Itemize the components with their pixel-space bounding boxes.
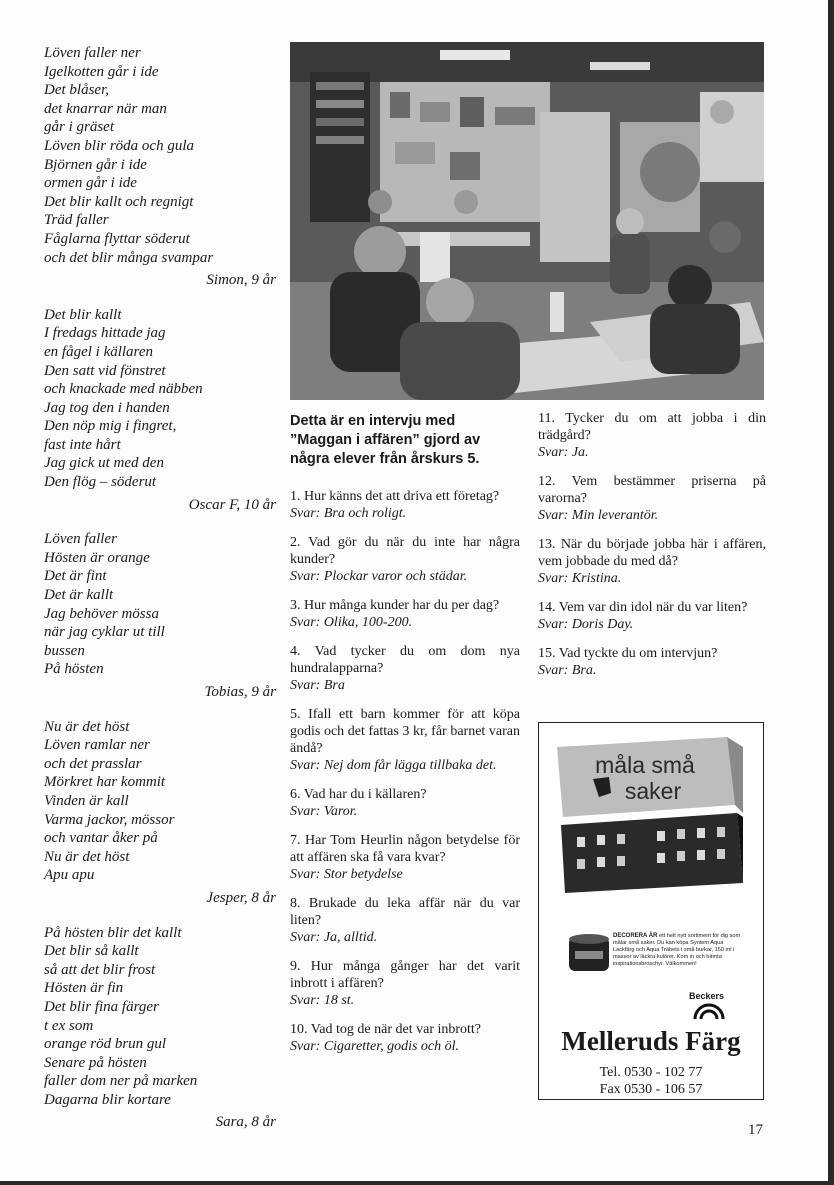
poem-line: Löven ramlar ner (44, 737, 150, 754)
interview-item (290, 534, 520, 585)
interview-answer: Svar: Min leverantör. (538, 508, 659, 523)
interview-answer: Svar: Varor. (290, 804, 358, 819)
decor-heading: DECORERA ÄR (613, 933, 658, 939)
poem-line: Jag gick ut med den (44, 455, 164, 472)
poem-line: Det blir kallt (44, 306, 122, 323)
interview-question: 5. Ifall ett barn kommer för att köpa godis och det fattas 3 kr, får barnet varan ändå? (290, 707, 520, 756)
shop-name: Melleruds Färg (561, 1026, 741, 1056)
poem-line: Varma jackor, mössor (44, 811, 175, 828)
poem-line: Mörkret har kommit (44, 774, 166, 791)
poem-line: På hösten (44, 661, 104, 678)
interview-answer: Svar: Nej dom får lägga tillbaka det. (290, 758, 497, 773)
poem-line: faller dom ner på marken (44, 1073, 198, 1090)
poem-line: På hösten blir det kallt (44, 924, 182, 941)
interview-question: 2. Vad gör du när du inte har några kunder? (290, 535, 520, 567)
poem-author: Sara, 8 år (215, 1114, 276, 1131)
poem-line: Det blåser, (44, 82, 109, 99)
interview-answer: Svar: Stor betydelse (290, 867, 403, 882)
interview-column-left (290, 488, 520, 1067)
interview-question: 7. Har Tom Heurlin någon betydelse för att affären ska få vara kvar? (290, 833, 520, 865)
interview-item (538, 645, 766, 679)
poem (44, 718, 276, 908)
interview-answer: Svar: Ja, alltid. (290, 930, 378, 945)
poem-author: Jesper, 8 år (206, 889, 276, 906)
interview-item (290, 958, 520, 1009)
interview-answer: Svar: Ja. (538, 445, 589, 460)
interview-question: 4. Vad tycker du om dom nya hundralapparna? (290, 644, 520, 676)
poem-line: Senare på hösten (44, 1054, 147, 1071)
interview-item (538, 599, 766, 633)
interview-item (538, 536, 766, 587)
poem-line: Apu apu (44, 867, 95, 884)
poem (44, 924, 276, 1133)
interview-question: 15. Vad tyckte du om intervjun? (538, 646, 718, 661)
poem-line: Jag behöver mössa (44, 605, 159, 622)
poem-line: Hösten är orange (44, 549, 150, 566)
interview-question: 3. Hur många kunder har du per dag? (290, 598, 500, 613)
advertisement (538, 722, 764, 1100)
slogan-line2: saker (624, 778, 682, 804)
poem-line: Löven faller ner (44, 45, 141, 61)
classroom-photo (290, 42, 764, 400)
slogan-line1: måla små (595, 752, 695, 778)
shop-fax: Fax 0530 - 106 57 (599, 1082, 703, 1097)
interview-item (290, 1021, 520, 1055)
interview-column-right (538, 410, 766, 691)
classroom-photo-art (290, 42, 764, 400)
poem-line: och det prasslar (44, 755, 142, 772)
interview-answer: Svar: Kristina. (538, 571, 622, 586)
poem-line: t ex som (44, 1017, 94, 1034)
poem-line: och knackade med näbben (44, 381, 203, 398)
poem-line: Träd faller (44, 212, 109, 229)
poem-line: går i gräset (44, 119, 115, 136)
interview-question: 6. Vad har du i källaren? (290, 787, 427, 802)
poem-author: Simon, 9 år (206, 272, 276, 289)
poem-line: Björnen går i ide (44, 156, 147, 173)
interview-item (290, 832, 520, 883)
poem-line: och vantar åker på (44, 830, 158, 847)
interview-question: 11. Tycker du om att jobba i din trädgård? (538, 411, 766, 443)
poem-line: Det blir kallt och regnigt (44, 193, 194, 210)
interview-answer: Svar: Plockar varor och städar. (290, 569, 468, 584)
interview-question: 9. Hur många gånger har det varit inbrott i affären? (290, 959, 520, 991)
brand-name: Beckers (689, 991, 725, 1001)
interview-question: 13. När du började jobba här i affären, vem jobbade du med då? (538, 537, 766, 569)
poem-line: Det blir fina färger (44, 998, 159, 1015)
interview-answer: Svar: 18 st. (290, 993, 355, 1008)
interview-item (290, 488, 520, 522)
shop-phone: Tel. 0530 - 102 77 (599, 1065, 703, 1080)
interview-item (290, 597, 520, 631)
poem-line: så att det blir frost (44, 961, 156, 978)
poem-line: det knarrar när man (44, 100, 167, 117)
interview-question: 1. Hur känns det att driva ett företag? (290, 489, 500, 504)
interview-question: 12. Vem bestämmer priserna på varorna? (538, 474, 766, 506)
paint-boxes-illustration (557, 733, 743, 923)
poem-line: Det är fint (44, 568, 107, 585)
poem-line: Igelkotten går i ide (44, 63, 159, 80)
interview-question: 10. Vad tog de när det var inbrott? (290, 1022, 482, 1037)
poem-line: Det blir så kallt (44, 943, 139, 960)
beckers-logo-icon (693, 1003, 725, 1019)
poem-line: Löven faller (44, 531, 117, 548)
poem-line: Fåglarna flyttar söderut (44, 230, 190, 247)
interview-item (290, 706, 520, 774)
poem-author: Oscar F, 10 år (188, 496, 276, 513)
poem-line: ormen går i ide (44, 175, 137, 192)
poem-line: Nu är det höst (44, 718, 130, 735)
interview-question: 8. Brukade du leka affär när du var liten? (290, 896, 520, 928)
poem-line: Dagarna blir kortare (44, 1091, 171, 1108)
poem-line: Löven blir röda och gula (44, 137, 194, 154)
interview-item (538, 473, 766, 524)
poem-line: Vinden är kall (44, 792, 129, 809)
poem-line: och det blir många svampar (44, 249, 214, 266)
interview-answer: Svar: Bra och roligt. (290, 506, 407, 521)
poem-line: Hösten är fin (44, 980, 124, 997)
decor-description (613, 933, 743, 968)
poem-line: Den flög – söderut (44, 474, 157, 491)
poem-line: Det är kallt (44, 587, 114, 604)
interview-answer: Svar: Cigaretter, godis och öl. (290, 1039, 460, 1054)
poem-line: när jag cyklar ut till (44, 624, 165, 641)
interview-answer: Svar: Doris Day. (538, 617, 634, 632)
poem (44, 44, 276, 290)
interview-answer: Svar: Bra (290, 678, 345, 693)
interview-item (290, 786, 520, 820)
interview-item (538, 410, 766, 461)
interview-item (290, 895, 520, 946)
poem (44, 306, 276, 515)
decor-body: ett helt nytt sortiment för dig som målar små saker. Du kan köpa Syntem Aqua Lackfärg och Aqua Träbets i små burkar, 150 ml i massor av läckra kulörer. Kom in och hämta inspirationsbroschyr. Välkommen! (613, 933, 741, 967)
interview-answer: Svar: Bra. (538, 663, 597, 678)
page-number: 17 (748, 1122, 763, 1138)
poem-line: Den nöp mig i fingret, (44, 418, 177, 435)
poem-line: orange röd brun gul (44, 1036, 167, 1053)
poem-line: fast inte hårt (44, 436, 121, 453)
interview-answer: Svar: Olika, 100-200. (290, 615, 413, 630)
poem-author: Tobias, 9 år (204, 684, 276, 700)
poem-line: bussen (44, 642, 85, 659)
poem-line: Den satt vid fönstret (44, 362, 166, 379)
poem-line: I fredags hittade jag (44, 325, 166, 342)
interview-intro: Detta är en intervju med ”Maggan i affären” gjord av några elever från årskurs 5. (290, 413, 481, 467)
poem-line: Jag tog den i handen (44, 399, 170, 416)
poem-line: Nu är det höst (44, 848, 130, 865)
interview-item (290, 643, 520, 694)
poem-line: en fågel i källaren (44, 343, 153, 360)
poems-column (44, 44, 276, 1148)
interview-question: 14. Vem var din idol när du var liten? (538, 600, 748, 615)
poem (44, 530, 276, 701)
